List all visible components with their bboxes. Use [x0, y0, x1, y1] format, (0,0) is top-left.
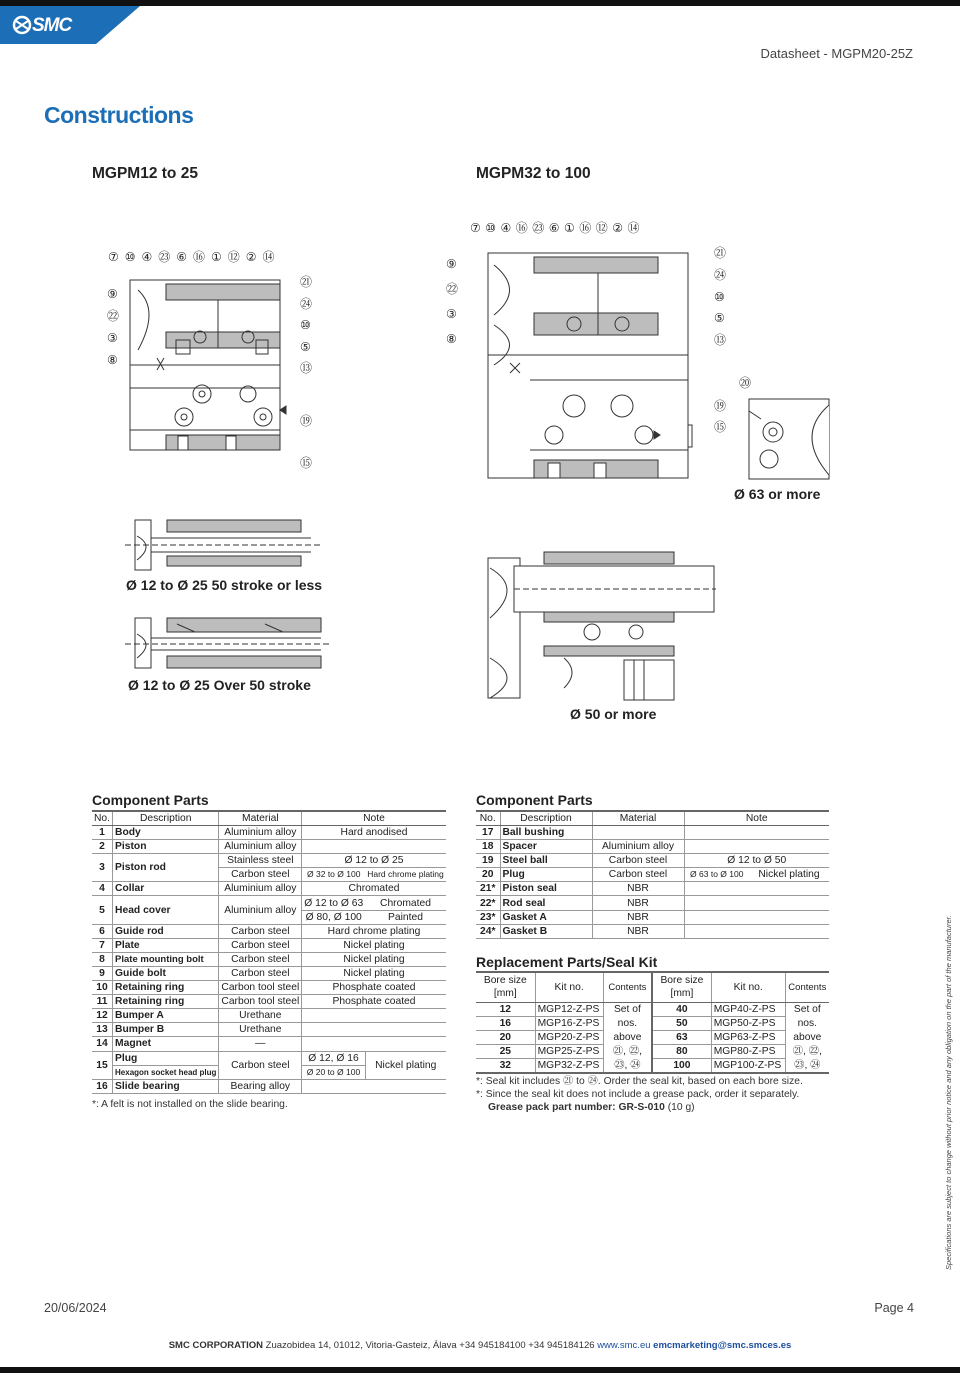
table-row: 17 Ball bushing [476, 826, 829, 840]
col-note: Note [302, 811, 446, 826]
table-row: 11 Retaining ring Carbon tool steel Phosphate coated [92, 995, 446, 1009]
construction-drawing-small [100, 240, 330, 465]
table-row: 19 Steel ball Carbon steel Ø 12 to Ø 50 [476, 854, 829, 868]
callouts-right-right: ㉑ ㉔ ⑩ ⑤ ⑬ [714, 246, 727, 348]
table-row: 14 Magnet — [92, 1037, 446, 1051]
footer-page-number: Page 4 [874, 1301, 914, 1315]
top-bar [0, 0, 960, 6]
table-row: 12 MGP12-Z-PS Set of 40 MGP40-Z-PS Set of [476, 1002, 829, 1016]
grease-pack-line [488, 1101, 695, 1114]
drawing-over-50-stroke [125, 614, 335, 676]
table-row: 6 Guide rod Carbon steel Hard chrome plating [92, 924, 446, 938]
grease-pack-label: Grease pack part number: GR-S-010 [488, 1102, 665, 1113]
table-row: 1 Body Aluminium alloy Hard anodised [92, 826, 446, 840]
component-parts-left-table [92, 810, 446, 1094]
drawing-50-or-more [484, 548, 724, 703]
table-row: 20 Plug Carbon steel Ø 63 to Ø 100 Nickel plating [476, 868, 829, 882]
table-row: 25 MGP25-Z-PS ㉑, ㉒, 80 MGP80-Z-PS ㉑, ㉒, [476, 1044, 829, 1058]
construction-drawing-large [470, 235, 700, 485]
table-row: Hexagon socket head plug Ø 20 to Ø 100 [92, 1065, 446, 1079]
table-row: 23* Gasket A NBR [476, 910, 829, 924]
footer-web-link[interactable]: www.smc.eu [597, 1340, 651, 1351]
footer-date: 20/06/2024 [44, 1301, 107, 1315]
table-row: 4 Collar Aluminium alloy Chromated [92, 882, 446, 896]
table-row: 24* Gasket B NBR [476, 924, 829, 938]
callouts-right-side: ⑨ ㉒ ③ ⑧ [446, 257, 459, 346]
callouts-left-right: ㉑ ㉔ ⑩ ⑤ ⑬ [300, 275, 313, 375]
table-row: 16 MGP16-Z-PS nos. 50 MGP50-Z-PS nos. [476, 1016, 829, 1030]
col-no: No. [92, 811, 113, 826]
table-row: 8 Plate mounting bolt Carbon steel Nickel plating [92, 952, 446, 966]
document-code: Datasheet - MGPM20-25Z [760, 46, 913, 61]
callout-detail-20: ⑳ [739, 376, 752, 390]
bottom-bar [0, 1367, 960, 1373]
table-row: 2 Piston Aluminium alloy [92, 840, 446, 854]
seal-kit-note-1: *: Seal kit includes ㉑ to ㉔. Order the seal kit, based on each bore size. [476, 1076, 803, 1087]
diagram-right-title: MGPM32 to 100 [476, 165, 591, 182]
table-row: 22* Rod seal NBR [476, 896, 829, 910]
footer-address: Zuazobidea 14, 01012, Vitoria-Gasteiz, Álava +34 945184100 +34 945184126 [265, 1340, 595, 1351]
callouts-left-side: ⑨ ㉒ ③ ⑧ [107, 287, 120, 367]
detail-drawing-63 [735, 375, 835, 485]
table-row: 7 Plate Carbon steel Nickel plating [92, 938, 446, 952]
callouts-left-top: ⑦⑩④㉓⑥⑯①⑫②⑭ [108, 250, 281, 264]
footer-email-link[interactable]: emcmarketing@smc.smces.es [653, 1340, 792, 1351]
side-disclaimer: Specifications are subject to change without prior notice and any obligation on the part of the manufacturer. [944, 915, 953, 1270]
component-parts-right-title: Component Parts [476, 792, 593, 808]
callouts-right-top: ⑦⑩④⑯㉓⑥①⑯⑫②⑭ [470, 221, 645, 235]
col-description: Description [113, 811, 219, 826]
caption-50-stroke-or-less: Ø 12 to Ø 25 50 stroke or less [126, 577, 323, 593]
table-row: 21* Piston seal NBR [476, 882, 829, 896]
table-row: 32 MGP32-Z-PS ㉓, ㉔ 100 MGP100-Z-PS ㉓, ㉔ [476, 1058, 829, 1073]
table-row: 13 Bumper B Urethane [92, 1023, 446, 1037]
caption-over-50-stroke: Ø 12 to Ø 25 Over 50 stroke [128, 677, 311, 693]
table-header-row: No. Description Material Note [476, 811, 829, 826]
caption-50-or-more: Ø 50 or more [570, 706, 657, 722]
drawing-50-stroke-or-less [125, 516, 325, 576]
footer-contact [0, 1340, 960, 1351]
component-parts-footnote: *: A felt is not installed on the slide bearing. [92, 1099, 288, 1110]
table-row: 5 Head cover Aluminium alloy Ø 12 to Ø 63 Chromated [92, 896, 446, 910]
table-row: 18 Spacer Aluminium alloy [476, 840, 829, 854]
callouts-right-lower: ⑲ ⑮ [714, 399, 727, 434]
replacement-parts-title: Replacement Parts/Seal Kit [476, 954, 658, 970]
section-title: Constructions [44, 102, 194, 128]
grease-pack-qty: (10 g) [667, 1102, 695, 1113]
col-material: Material [219, 811, 302, 826]
table-header-row: Bore size [mm] Kit no. Contents Bore size [mm] Kit no. Contents [476, 972, 829, 1002]
table-row: 16 Slide bearing Bearing alloy [92, 1079, 446, 1093]
table-row: 12 Bumper A Urethane [92, 1009, 446, 1023]
table-row: Ø 80, Ø 100 Painted [92, 910, 446, 924]
component-parts-right-table [476, 810, 829, 939]
table-row: Carbon steel Ø 32 to Ø 100 Hard chrome plating [92, 868, 446, 882]
table-header-row [92, 811, 446, 826]
footer-company: SMC CORPORATION [168, 1340, 264, 1351]
table-row: 20 MGP20-Z-PS above 63 MGP63-Z-PS above [476, 1030, 829, 1044]
table-row: 15 Plug Carbon steel Ø 12, Ø 16 Nickel plating [92, 1051, 446, 1065]
callouts-left-lower: ⑲ ⑮ [300, 414, 313, 470]
seal-kit-table [476, 971, 829, 1074]
table-row: 3 Piston rod Stainless steel Ø 12 to Ø 25 [92, 854, 446, 868]
caption-63-or-more: Ø 63 or more [734, 486, 821, 502]
table-row: 9 Guide bolt Carbon steel Nickel plating [92, 966, 446, 980]
component-parts-left-title: Component Parts [92, 792, 209, 808]
diagram-left-title: MGPM12 to 25 [92, 165, 198, 182]
seal-kit-note-2: *: Since the seal kit does not include a grease pack, order it separately. [476, 1089, 800, 1100]
table-row: 10 Retaining ring Carbon tool steel Phosphate coated [92, 981, 446, 995]
logo-text: SMC [32, 15, 72, 36]
